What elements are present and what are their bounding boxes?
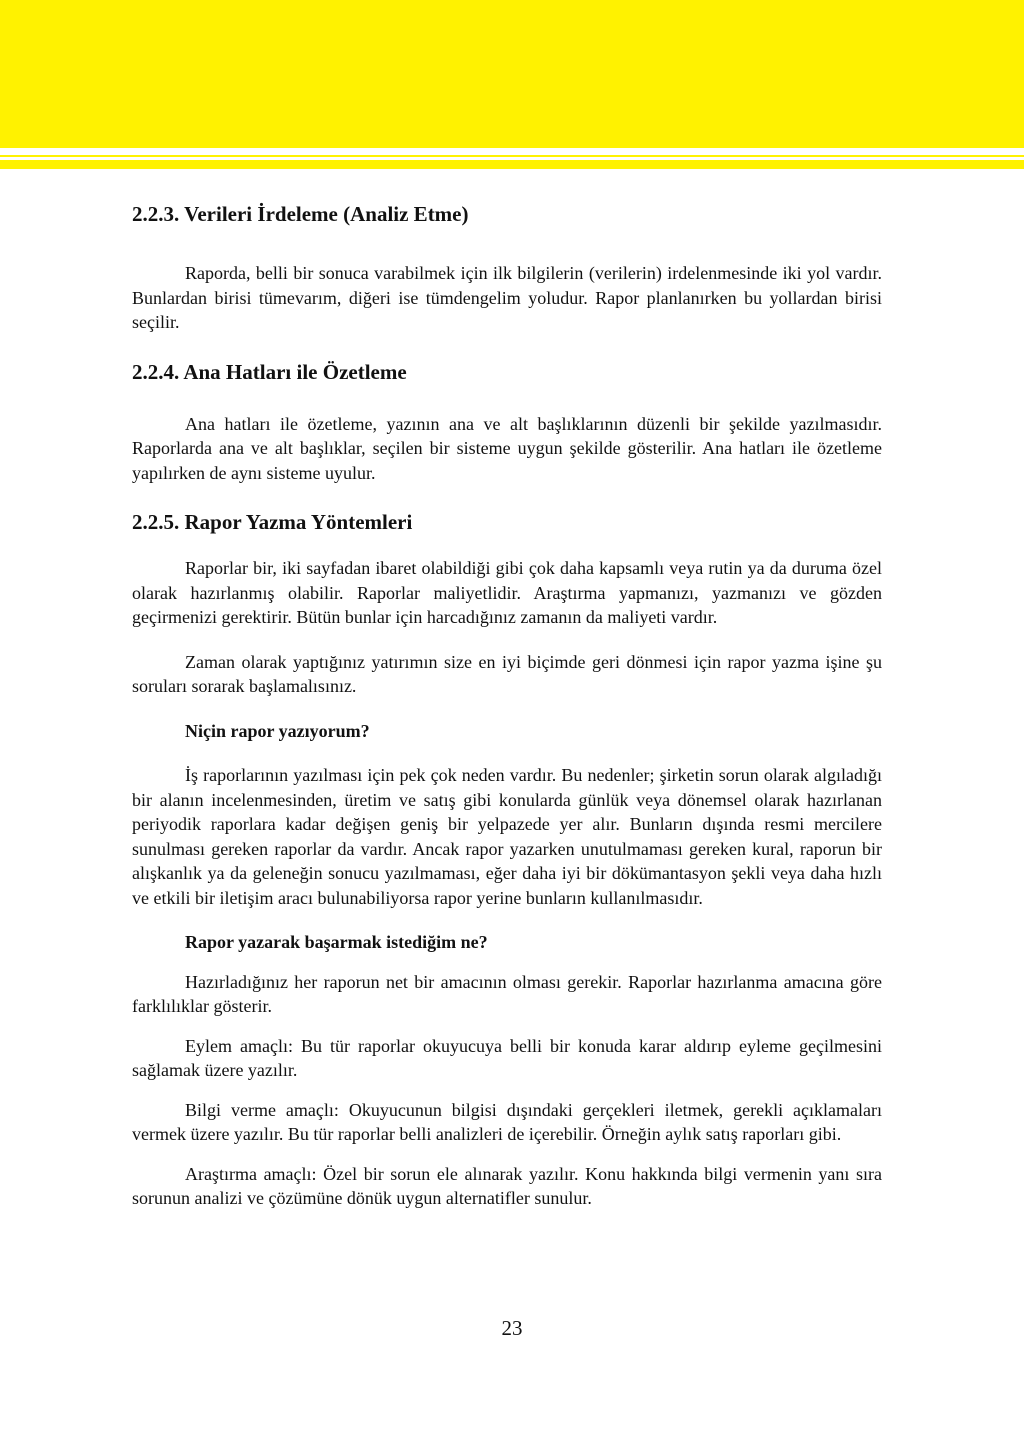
subheading-why-report: Niçin rapor yazıyorum?: [185, 720, 370, 741]
section-heading-2-2-3: 2.2.3. Verileri İrdeleme (Analiz Etme): [132, 202, 469, 226]
paragraph: Bilgi verme amaçlı: Okuyucunun bilgisi dışındaki gerçekleri iletmek, gerekli açıklamaları vermek üzere yazılır. Bu tür raporlar belli analizleri de içerebilir. Örneğin aylık satış raporları gibi.: [132, 1099, 882, 1144]
paragraph: Zaman olarak yaptığınız yatırımın size en iyi biçimde geri dönmesi için rapor yazma işine şu soruları sorarak başlamalısınız.: [132, 651, 882, 696]
header-band: [0, 0, 1024, 148]
section-heading-2-2-5: 2.2.5. Rapor Yazma Yöntemleri: [132, 510, 413, 534]
page-number: 23: [501, 1316, 523, 1340]
paragraph: Raporda, belli bir sonuca varabilmek için ilk bilgilerin (verilerin) irdelenmesinde iki yol vardır. Bunlardan birisi tümevarım, diğeri ise tümdengelim yoludur. Rapor planlanırken bu yollardan birisi seçilir.: [132, 263, 882, 332]
paragraph: Eylem amaçlı: Bu tür raporlar okuyucuya belli bir konuda karar aldırıp eyleme geçilmesini sağlamak üzere yazılır.: [132, 1035, 882, 1080]
header-stripe-thin: [0, 155, 1024, 157]
subheading-report-goal: Rapor yazarak başarmak istediğim ne?: [185, 932, 488, 952]
paragraph: Hazırladığınız her raporun net bir amacının olması gerekir. Raporlar hazırlanma amacına göre farklılıklar gösterir.: [132, 971, 882, 1016]
paragraph: Araştırma amaçlı: Özel bir sorun ele alınarak yazılır. Konu hakkında bilgi vermenin yanı sıra sorunun analizi ve çözümüne dönük uygun alternatifler sunulur.: [132, 1163, 882, 1208]
header-stripe: [0, 160, 1024, 169]
section-heading-2-2-4: 2.2.4. Ana Hatları ile Özetleme: [132, 359, 407, 384]
page-content: [132, 200, 882, 1211]
paragraph: İş raporlarının yazılması için pek çok neden vardır. Bu nedenler; şirketin sorun olarak algıladığı bir alanın incelenmesinden, üretim ve satış gibi konularda günlük veya dönemsel olarak hazırlanan periyodik raporlara kadar değişen geniş bir yelpazede yer alır. Bunların dışında resmi mercilere sunulması gereken raporlar da vardır. Ancak rapor yazarken unutulmaması gereken kural, raporun bir alışkanlık ya da geleneğin sonucu yazılmaması, eğer daha iyi bir dökümantasyon şekli veya daha hızlı ve etkili bir iletişim aracı bulunabiliyorsa rapor yerine bunların kullanılmasıdır.: [132, 765, 882, 908]
paragraph: Ana hatları ile özetleme, yazının ana ve alt başlıklarının düzenli bir şekilde yazılmasıdır. Raporlarda ana ve alt başlıklar, seçilen bir sisteme uygun şekilde gösterilir. Ana hatları ile özetleme yapılırken de aynı sisteme uyulur.: [132, 413, 882, 483]
paragraph: Raporlar bir, iki sayfadan ibaret olabildiği gibi çok daha kapsamlı veya rutin ya da duruma özel olarak hazırlanmış olabilir. Raporlar maliyetlidir. Araştırma yapmanızı, yazmanızı ve gözden geçirmenizi gerektirir. Bütün bunlar için harcadığınız zamanın da maliyeti vardır.: [132, 558, 882, 627]
